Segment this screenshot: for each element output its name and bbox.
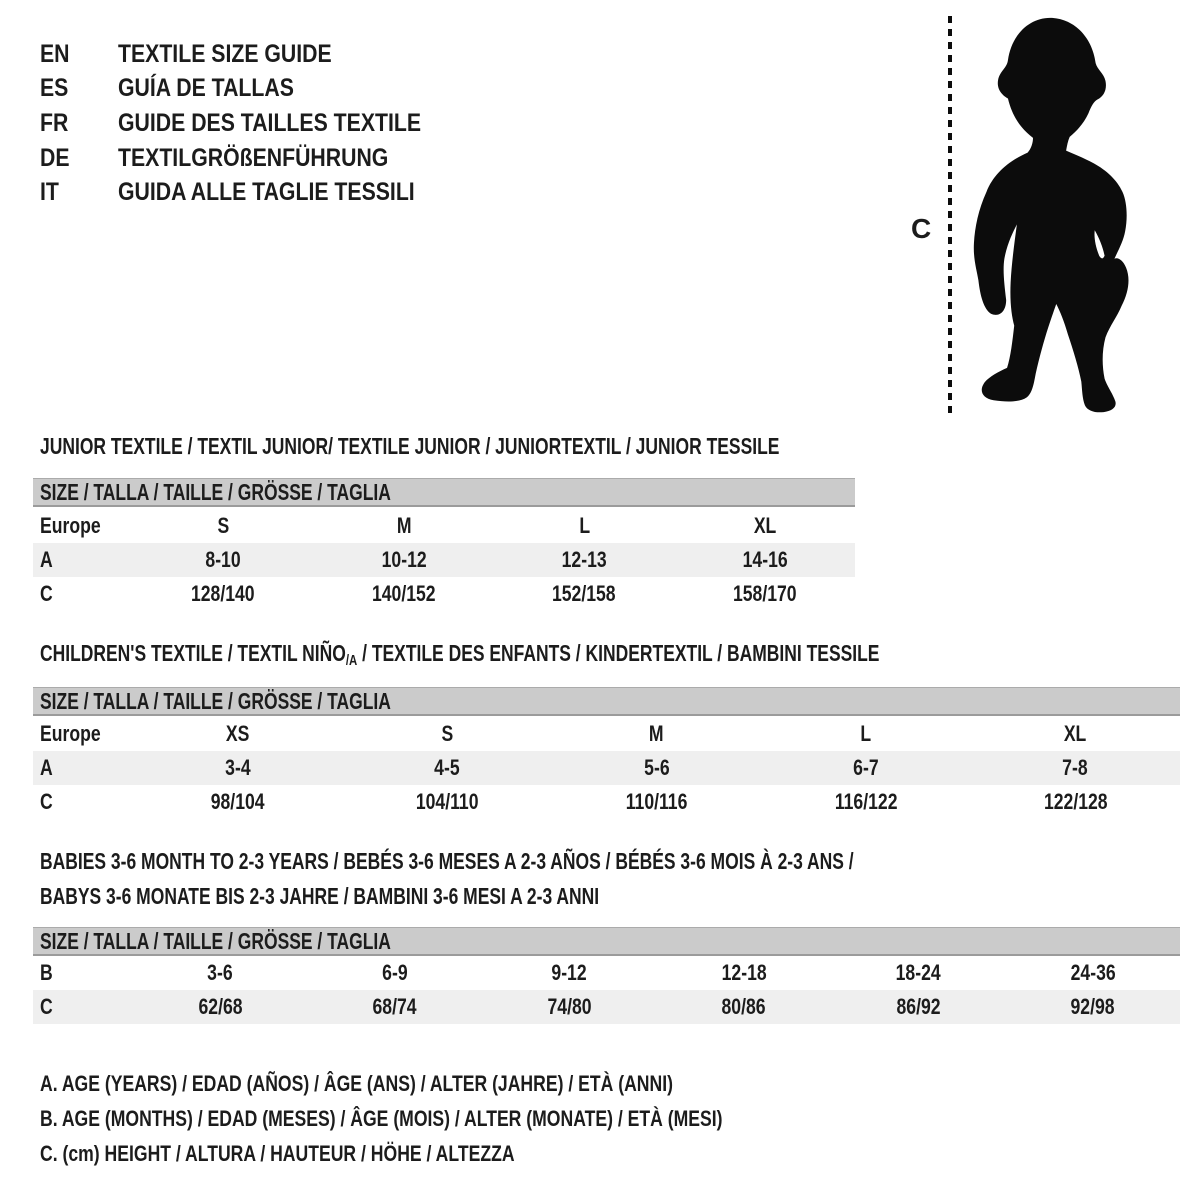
table-cell: 6-7 (853, 755, 879, 780)
table-cell: 5-6 (643, 755, 670, 780)
table-cell: L (578, 513, 590, 538)
size-table-children (33, 717, 1180, 819)
lang-title: TEXTILGRÖßENFÜHRUNG (118, 143, 389, 172)
table-cell: 110/116 (625, 789, 688, 814)
legend (40, 1066, 893, 1172)
section-heading-text: CHILDREN'S TEXTILE / TEXTIL NIÑO/A / TEXTILE DES ENFANTS / KINDERTEXTIL / BAMBINI TESSILE (40, 640, 880, 669)
table (33, 509, 855, 611)
table-cell: 104/110 (415, 789, 479, 814)
section-heading-line1: BABIES 3-6 MONTH TO 2-3 YEARS / BEBÉS 3-6 MESES A 2-3 AÑOS / BÉBÉS 3-6 MOIS À 2-3 ANS / (40, 848, 854, 874)
table-row (33, 717, 1180, 751)
table (33, 956, 1180, 1024)
table-cell: 12-18 (721, 960, 767, 985)
table-cell: 92/98 (1070, 994, 1115, 1019)
table-row (33, 509, 855, 543)
table-cell: 8-10 (205, 547, 241, 572)
size-header-bar-children (33, 687, 1180, 716)
table-cell: M (649, 721, 664, 746)
size-header-text: SIZE / TALLA / TAILLE / GRÖSSE / TAGLIA (40, 479, 391, 505)
lang-title: GUIDA ALLE TAGLIE TESSILI (118, 178, 415, 207)
table-cell: S (217, 513, 230, 538)
toddler-silhouette (965, 13, 1135, 416)
lang-title: TEXTILE SIZE GUIDE (118, 39, 332, 68)
lang-row-fr (40, 106, 475, 141)
table-row (33, 990, 1180, 1024)
table-cell: 14-16 (742, 547, 788, 572)
lang-code: IT (40, 178, 59, 207)
table-cell: XL (753, 513, 776, 538)
size-header-text: SIZE / TALLA / TAILLE / GRÖSSE / TAGLIA (40, 688, 391, 714)
section-heading-babies (40, 844, 1111, 914)
table-cell: 116/122 (834, 789, 898, 814)
lang-code: ES (40, 74, 69, 103)
row-label: C (40, 581, 53, 606)
table-cell: 128/140 (191, 581, 256, 606)
table (33, 717, 1180, 819)
size-header-bar-junior (33, 478, 855, 507)
table-cell: 18-24 (895, 960, 941, 985)
size-header-bar-babies (33, 927, 1180, 956)
lang-code: FR (40, 108, 69, 137)
table-cell: 12-13 (561, 547, 607, 572)
lang-title: GUÍA DE TALLAS (118, 74, 294, 103)
row-label: C (40, 994, 53, 1019)
size-header-text: SIZE / TALLA / TAILLE / GRÖSSE / TAGLIA (40, 928, 391, 954)
lang-row-es (40, 72, 475, 107)
table-cell: 140/152 (371, 581, 436, 606)
lang-code: EN (40, 39, 70, 68)
table-row (33, 543, 855, 577)
table-cell: 10-12 (381, 547, 427, 572)
table-cell: 3-4 (224, 755, 251, 780)
table-cell: 3-6 (207, 960, 233, 985)
table-cell: 74/80 (547, 994, 592, 1019)
table-cell: 158/170 (732, 581, 797, 606)
row-label: Europe (40, 721, 101, 746)
height-measure-dashed-line (948, 16, 952, 416)
size-table-junior (33, 509, 855, 611)
table-cell: 7-8 (1062, 755, 1088, 780)
section-heading-line2: BABYS 3-6 MONATE BIS 2-3 JAHRE / BAMBINI 3-6 MESI A 2-3 ANNI (40, 883, 600, 909)
language-title-list (40, 37, 475, 210)
row-label: C (40, 789, 53, 814)
row-label: B (40, 960, 53, 985)
table-row (33, 751, 1180, 785)
table-cell: 62/68 (198, 994, 243, 1019)
lang-row-en (40, 37, 475, 72)
table-cell: S (441, 721, 453, 746)
table-cell: 80/86 (721, 994, 766, 1019)
row-label: A (40, 755, 53, 780)
table-cell: XS (225, 721, 250, 746)
table-cell: 4-5 (434, 755, 460, 780)
table-cell: 152/158 (552, 581, 617, 606)
table-cell: 98/104 (210, 789, 265, 814)
lang-row-it (40, 175, 475, 210)
section-heading-children (40, 642, 1145, 672)
table-cell: XL (1064, 721, 1087, 746)
table-cell: 122/128 (1043, 789, 1108, 814)
table-cell: 86/92 (896, 994, 941, 1019)
table-cell: L (860, 721, 872, 746)
row-label: Europe (40, 513, 101, 538)
table-row (33, 956, 1180, 990)
legend-line-a: A. AGE (YEARS) / EDAD (AÑOS) / ÂGE (ANS) / ALTER (JAHRE) / ETÀ (ANNI) (40, 1070, 673, 1096)
table-cell: 68/74 (372, 994, 417, 1019)
table-cell: 6-9 (382, 960, 408, 985)
table-row (33, 785, 1180, 819)
size-table-babies (33, 956, 1180, 1024)
table-cell: M (396, 513, 412, 538)
table-row (33, 577, 855, 611)
lang-row-de (40, 141, 475, 176)
section-heading-junior (40, 435, 1013, 458)
section-heading-text: JUNIOR TEXTILE / TEXTIL JUNIOR/ TEXTILE JUNIOR / JUNIORTEXTIL / JUNIOR TESSILE (40, 433, 780, 459)
lang-code: DE (40, 143, 70, 172)
legend-line-c: C. (cm) HEIGHT / ALTURA / HAUTEUR / HÖHE / ALTEZZA (40, 1141, 515, 1167)
table-cell: 9-12 (551, 960, 587, 985)
lang-title: GUIDE DES TAILLES TEXTILE (118, 108, 422, 137)
heading-subscript: /A (345, 652, 358, 669)
height-measure-label: C (911, 213, 932, 244)
row-label: A (40, 547, 53, 572)
table-cell: 24-36 (1070, 960, 1116, 985)
legend-line-b: B. AGE (MONTHS) / EDAD (MESES) / ÂGE (MOIS) / ALTER (MONATE) / ETÀ (MESI) (40, 1106, 723, 1132)
